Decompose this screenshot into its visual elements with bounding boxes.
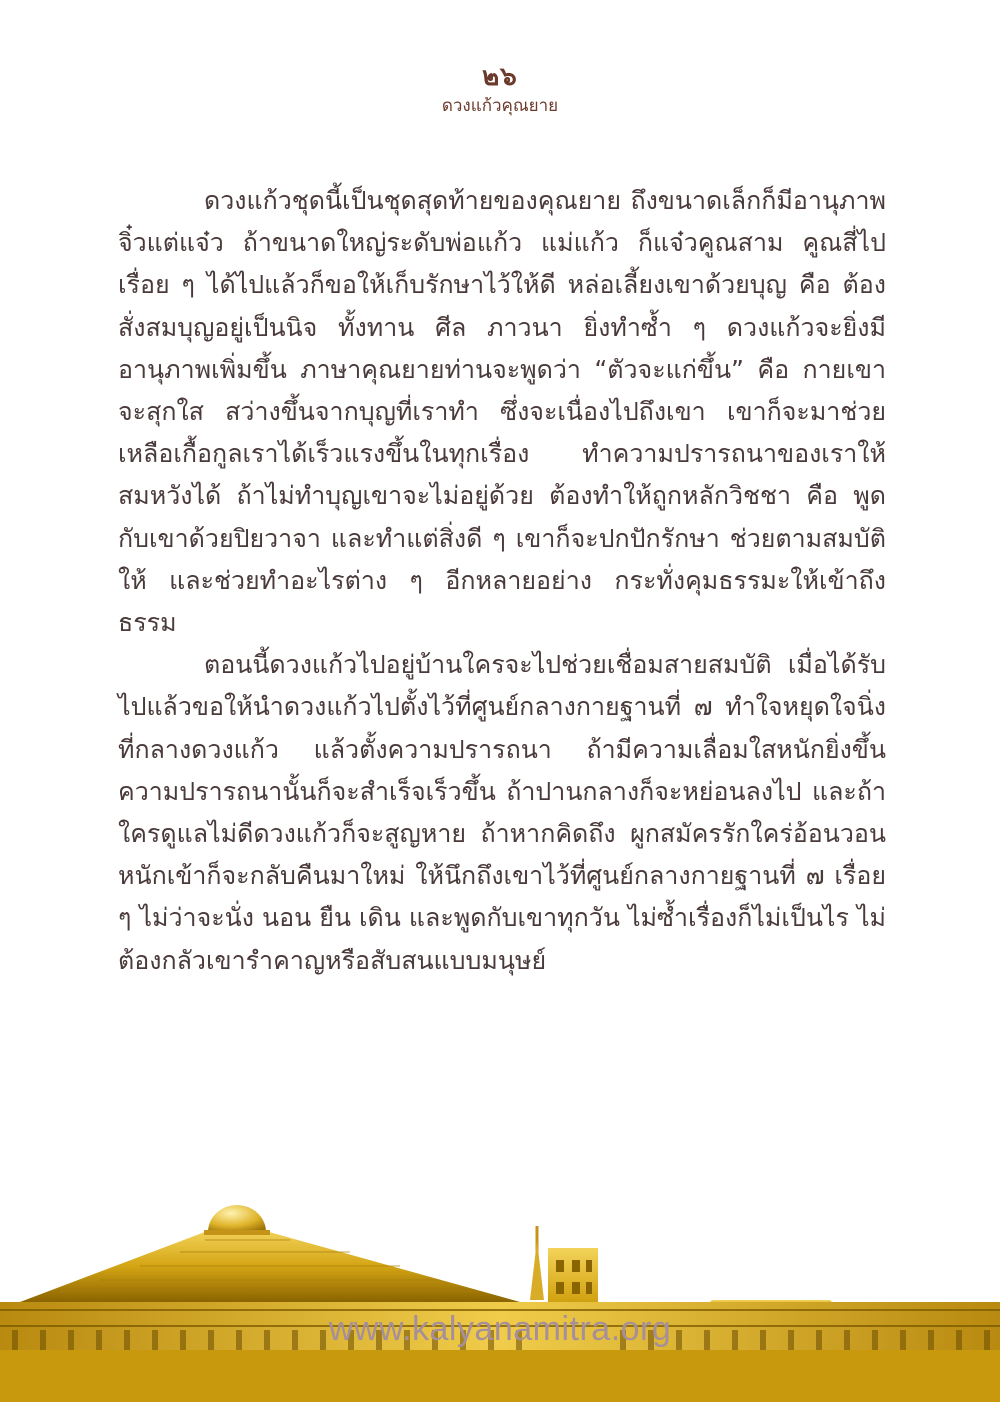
footer-url[interactable]: www.kalyanamitra.org (328, 1310, 672, 1348)
paragraph-2: ตอนนี้ดวงแก้วไปอยู่บ้านใครจะไปช่วยเชื่อมสายสมบัติ เมื่อได้รับไปแล้วขอให้นำดวงแก้วไปตั้งไว้ที่ศูนย์กลางกายฐานที่ ๗ ทำใจหยุดใจนิ่งที่กลางดวงแก้ว แล้วตั้งความปรารถนา ถ้ามีความเลื่อมใสหนักยิ่งขึ้น ความปรารถนานั้นก็จะสำเร็จเร็วขึ้น ถ้าปานกลางก็จะหย่อนลงไป และถ้าใครดูแลไม่ดีดวงแก้วก็จะสูญหาย ถ้าหากคิดถึง ผูกสมัครรักใคร่อ้อนวอนหนักเข้าก็จะกลับคืนมาใหม่ ให้นึกถึงเขาไว้ที่ศูนย์กลางกายฐานที่ ๗ เรื่อย ๆ ไม่ว่าจะนั่ง นอน ยืน เดิน และพูดกับเขาทุกวัน ไม่ซ้ำเรื่องก็ไม่เป็นไร ไม่ต้องกลัวเขารำคาญหรือสับสนแบบมนุษย์ (118, 650, 886, 975)
paragraph-1: ดวงแก้วชุดนี้เป็นชุดสุดท้ายของคุณยาย ถึงขนาดเล็กก็มีอานุภาพจิ๋วแต่แจ๋ว ถ้าขนาดใหญ่ระดับพ่อแก้ว แม่แก้ว ก็แจ๋วคูณสาม คูณสี่ไปเรื่อย ๆ ได้ไปแล้วก็ขอให้เก็บรักษาไว้ให้ดี หล่อเลี้ยงเขาด้วยบุญ คือ ต้องสั่งสมบุญอยู่เป็นนิจ ทั้งทาน ศีล ภาวนา ยิ่งทำซ้ำ ๆ ดวงแก้วจะยิ่งมีอานุภาพเพิ่มขึ้น ภาษาคุณยายท่านจะพูดว่า “ตัวจะแก่ขึ้น” คือ กายเขาจะสุกใส สว่างขึ้นจากบุญที่เราทำ ซึ่งจะเนื่องไปถึงเขา เขาก็จะมาช่วยเหลือเกื้อกูลเราได้เร็วแรงขึ้นในทุกเรื่อง ทำความปรารถนาของเราให้สมหวังได้ ถ้าไม่ทำบุญเขาจะไม่อยู่ด้วย ต้องทำให้ถูกหลักวิชชา คือ พูดกับเขาด้วยปิยวาจา และทำแต่สิ่งดี ๆ เขาก็จะปกปักรักษา ช่วยตามสมบัติให้ และช่วยทำอะไรต่าง ๆ อีกหลายอย่าง กระทั่งคุมธรรมะให้เข้าถึงธรรม (118, 186, 886, 638)
dome (208, 1205, 266, 1232)
footer-architecture-illustration (0, 1200, 1000, 1402)
running-title: ดวงแก้วคุณยาย (441, 96, 559, 116)
body-text (118, 180, 886, 982)
footer-gold-band (0, 1350, 1000, 1402)
page-number: ๒๖ (482, 62, 518, 92)
